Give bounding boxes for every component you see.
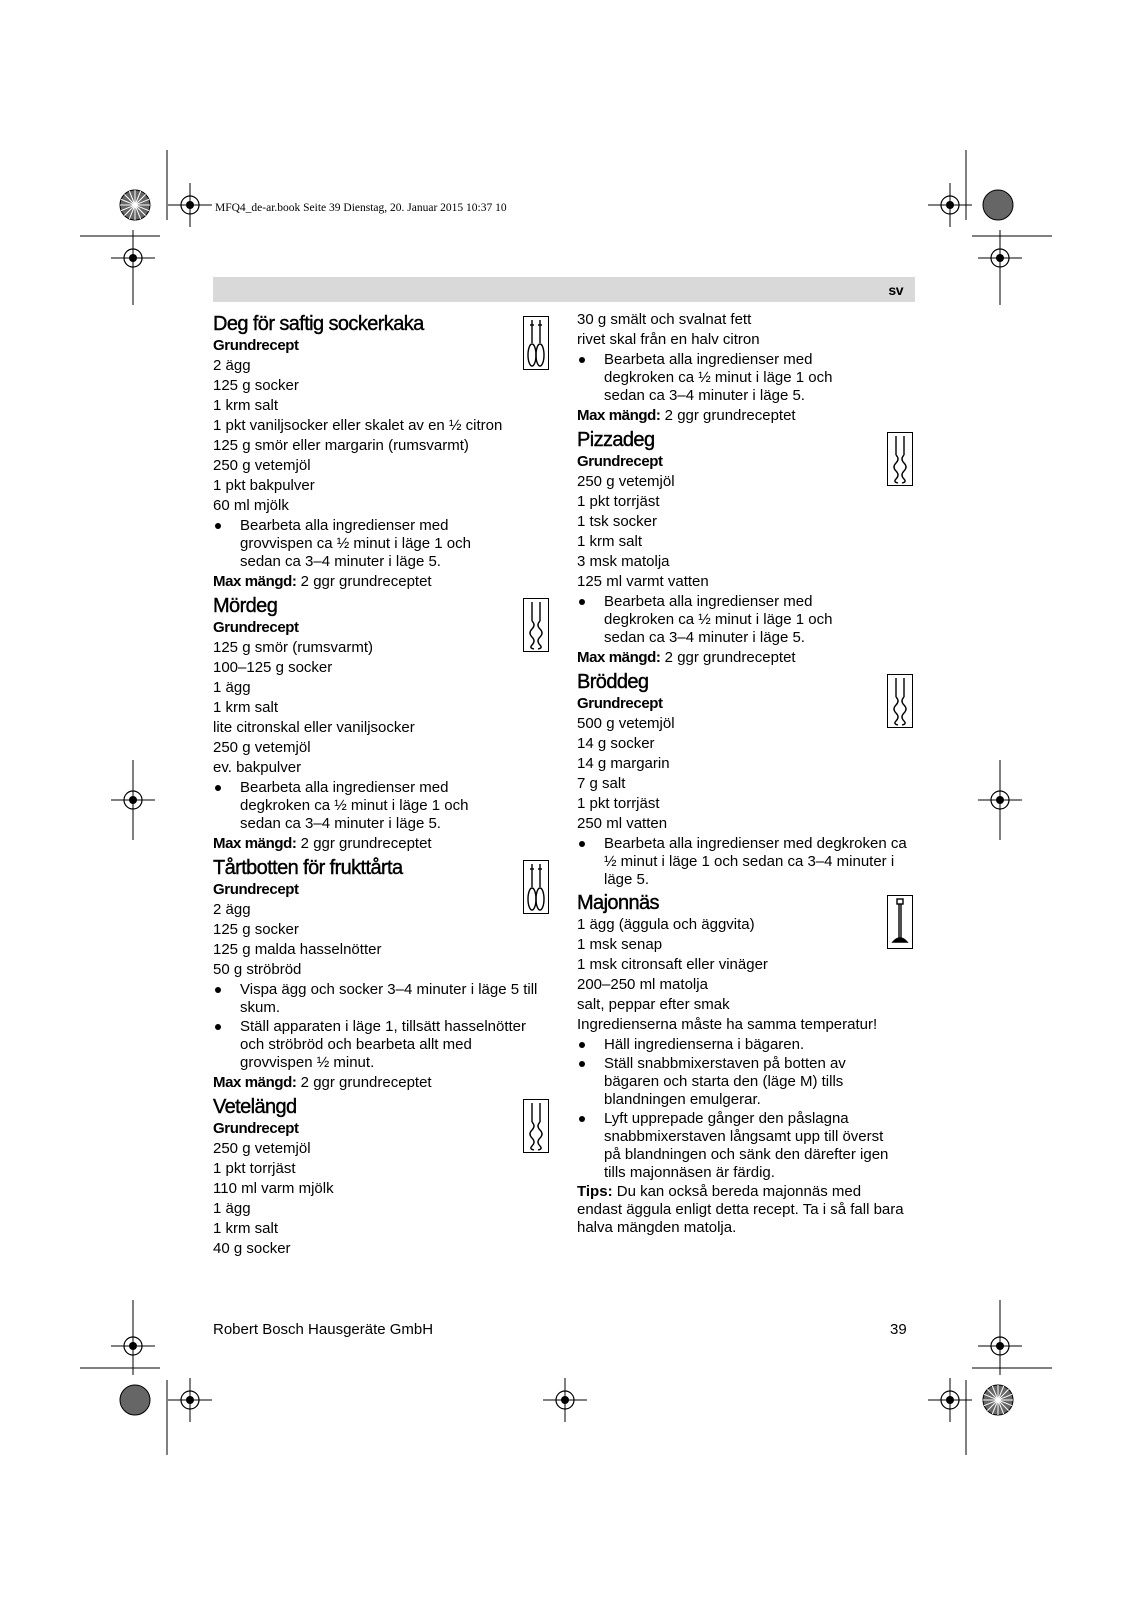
star-mark-icon (983, 1385, 1013, 1415)
gray-mark-icon (983, 190, 1013, 220)
print-header-line: MFQ4_de-ar.book Seite 39 Dienstag, 20. Januar 2015 10:37 10 (215, 202, 507, 214)
ingredient: 125 g socker (213, 377, 299, 394)
crosshair-icon (168, 183, 212, 227)
ingredient: 2 ägg (213, 901, 251, 918)
max-label: Max mängd: (213, 573, 297, 590)
ingredient: 125 g malda hasselnötter (213, 941, 382, 958)
ingredient: 1 pkt torrjäst (577, 795, 660, 812)
step: Bearbeta alla ingredienser med degkroken ca ½ minut i läge 1 och sedan ca 3–4 minuter i läge 5. (577, 351, 869, 405)
ingredient: 1 msk citronsaft eller vinäger (577, 956, 768, 973)
recipe-title: Mördeg (213, 595, 278, 617)
ingredient: salt, peppar efter smak (577, 996, 730, 1013)
step: Lyft upprepade gånger den påslagna snabbmixerstaven långsamt upp till överst på blandningen och sänk den därefter igen tills majonnäsen är färdig. (577, 1110, 904, 1182)
ingredient-note: Ingredienserna måste ha samma temperatur! (577, 1016, 878, 1033)
ingredient: 1 ägg (213, 679, 251, 696)
ingredient: 250 g vetemjöl (213, 739, 311, 756)
recipe-subtitle: Grundrecept (213, 881, 299, 898)
ingredient: 250 g vetemjöl (577, 473, 675, 490)
star-mark-icon (120, 190, 150, 220)
max-label: Max mängd: (577, 649, 661, 666)
ingredient: 125 ml varmt vatten (577, 573, 709, 590)
ingredient: 3 msk matolja (577, 553, 670, 570)
step: Bearbeta alla ingredienser med degkroken ca ½ minut i läge 1 och sedan ca 3–4 minuter i läge 5. (577, 835, 916, 889)
ingredient: 500 g vetemjöl (577, 715, 675, 732)
ingredient: 250 g vetemjöl (213, 457, 311, 474)
max-label: Max mängd: (213, 1074, 297, 1091)
ingredient: 1 krm salt (213, 397, 279, 414)
crosshair-icon (928, 1378, 972, 1422)
ingredient: 1 ägg (213, 1200, 251, 1217)
step: Bearbeta alla ingredienser med grovvispen ca ½ minut i läge 1 och sedan ca 3–4 minuter i läge 5. (213, 517, 500, 571)
ingredient: 40 g socker (213, 1240, 291, 1257)
recipe-title: Vetelängd (213, 1096, 297, 1118)
ingredient: 60 ml mjölk (213, 497, 289, 514)
ingredient: 7 g salt (577, 775, 626, 792)
ingredient: 1 krm salt (213, 699, 279, 716)
page-number: 39 (890, 1321, 907, 1338)
recipe-title: Deg för saftig sockerkaka (213, 313, 424, 335)
ingredient: 14 g margarin (577, 755, 670, 772)
crosshair-icon (928, 183, 972, 227)
ingredient: 125 g socker (213, 921, 299, 938)
ingredient: 1 tsk socker (577, 513, 658, 530)
ingredient: 1 pkt torrjäst (213, 1160, 296, 1177)
ingredient: 125 g smör (rumsvarmt) (213, 639, 374, 656)
crosshair-icon (168, 1378, 212, 1422)
ingredient: 250 ml vatten (577, 815, 668, 832)
step: Ställ snabbmixerstaven på botten av bägaren och starta den (läge M) tills blandningen emulgerar. (577, 1055, 884, 1109)
ingredient: 1 pkt bakpulver (213, 477, 315, 494)
language-code: sv (888, 282, 903, 298)
ingredient: 1 krm salt (577, 533, 643, 550)
ingredient: 100–125 g socker (213, 659, 333, 676)
recipe-subtitle: Grundrecept (213, 337, 299, 354)
ingredient: 50 g ströbröd (213, 961, 302, 978)
recipe-title: Majonnäs (577, 892, 659, 914)
ingredient: 125 g smör eller margarin (rumsvarmt) (213, 437, 469, 454)
max-label: Max mängd: (213, 835, 297, 852)
ingredient: 1 krm salt (213, 1220, 279, 1237)
ingredient: ev. bakpulver (213, 759, 302, 776)
ingredient: 1 pkt torrjäst (577, 493, 660, 510)
ingredient: 200–250 ml matolja (577, 976, 708, 993)
ingredient: 14 g socker (577, 735, 655, 752)
recipe-subtitle: Grundrecept (213, 619, 299, 636)
tips-label: Tips: (577, 1183, 613, 1200)
max-value: 2 ggr grundreceptet (660, 407, 796, 424)
ingredient: 30 g smält och svalnat fett (577, 311, 752, 328)
step: Vispa ägg och socker 3–4 minuter i läge 5 till skum. (213, 981, 545, 1017)
tips-text: Du kan också bereda majonnäs med endast äggula enligt detta recept. Ta i så fall bara halva mängden matolja. (577, 1183, 904, 1236)
max-label: Max mängd: (577, 407, 661, 424)
ingredient: lite citronskal eller vaniljsocker (213, 719, 415, 736)
ingredient: 1 pkt vaniljsocker eller skalet av en ½ citron (213, 417, 503, 434)
ingredient: rivet skal från en halv citron (577, 331, 760, 348)
step: Häll ingredienserna i bägaren. (577, 1036, 894, 1054)
crosshair-icon (543, 1378, 587, 1422)
recipe-subtitle: Grundrecept (213, 1120, 299, 1137)
ingredient: 110 ml varm mjölk (213, 1180, 334, 1197)
step: Bearbeta alla ingredienser med degkroken ca ½ minut i läge 1 och sedan ca 3–4 minuter i läge 5. (213, 779, 505, 833)
gray-mark-icon (120, 1385, 150, 1415)
step: Ställ apparaten i läge 1, tillsätt hasselnötter och ströbröd och bearbeta allt med grovvispen ½ minut. (213, 1018, 530, 1072)
footer-company: Robert Bosch Hausgeräte GmbH (213, 1321, 434, 1338)
ingredient: 2 ägg (213, 357, 251, 374)
recipe-title: Pizzadeg (577, 429, 655, 451)
ingredient: 1 ägg (äggula och äggvita) (577, 916, 755, 933)
ingredient: 250 g vetemjöl (213, 1140, 311, 1157)
recipe-subtitle: Grundrecept (577, 695, 663, 712)
recipe-subtitle: Grundrecept (577, 453, 663, 470)
recipe-title: Tårtbotten för frukttårta (213, 857, 403, 879)
max-value: 2 ggr grundreceptet (296, 1074, 432, 1091)
step: Bearbeta alla ingredienser med degkroken ca ½ minut i läge 1 och sedan ca 3–4 minuter i läge 5. (577, 593, 869, 647)
ingredient: 1 msk senap (577, 936, 663, 953)
max-value: 2 ggr grundreceptet (660, 649, 796, 666)
max-value: 2 ggr grundreceptet (296, 573, 432, 590)
max-value: 2 ggr grundreceptet (296, 835, 432, 852)
recipe-title: Bröddeg (577, 671, 649, 693)
